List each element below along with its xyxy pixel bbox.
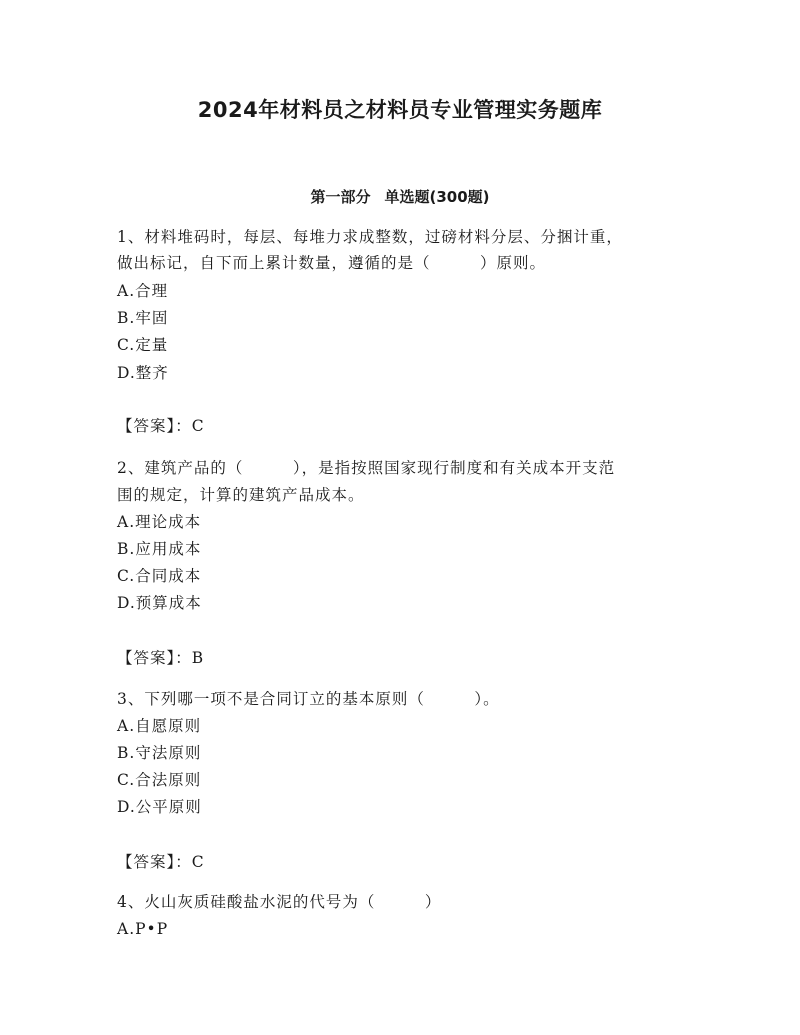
question-3-option-a: A.自愿原则 — [117, 717, 202, 735]
question-1-option-b: B.牢固 — [117, 309, 169, 327]
question-3-stem-line1: 3、下列哪一项不是合同订立的基本原则（ ）。 — [117, 690, 500, 708]
question-1-stem-line2: 做出标记，自下而上累计数量，遵循的是（ ）原则。 — [117, 254, 547, 272]
question-2-answer: 【答案】：B — [117, 649, 205, 667]
question-2-stem-line2: 围的规定，计算的建筑产品成本。 — [117, 486, 365, 504]
section-heading — [0, 186, 800, 207]
question-1-option-d: D.整齐 — [117, 364, 169, 382]
question-3-answer: 【答案】：C — [117, 853, 205, 871]
question-2-option-c: C.合同成本 — [117, 567, 202, 585]
question-2-option-a: A.理论成本 — [117, 513, 202, 531]
question-1-stem-line1: 1、材料堆码时，每层、每堆力求成整数，过磅材料分层、分捆计重， — [117, 228, 623, 246]
question-1-option-c: C.定量 — [117, 336, 169, 354]
question-2-option-d: D.预算成本 — [117, 594, 202, 612]
section-name: 单选题(300题) — [384, 188, 490, 206]
question-2-option-b: B.应用成本 — [117, 540, 202, 558]
page-title: 2024年材料员之材料员专业管理实务题库 — [197, 98, 603, 122]
question-1-answer: 【答案】：C — [117, 417, 205, 435]
question-3-option-c: C.合法原则 — [117, 771, 202, 789]
question-3-option-d: D.公平原则 — [117, 798, 202, 816]
section-part: 第一部分 — [310, 188, 371, 206]
question-2-stem-line1: 2、建筑产品的（ ），是指按照国家现行制度和有关成本开支范 — [117, 459, 616, 477]
question-4-stem-line1: 4、火山灰质硅酸盐水泥的代号为（ ） — [117, 893, 442, 911]
question-3-option-b: B.守法原则 — [117, 744, 202, 762]
question-1-option-a: A.合理 — [117, 282, 169, 300]
question-4-option-a: A.P•P — [117, 920, 169, 938]
